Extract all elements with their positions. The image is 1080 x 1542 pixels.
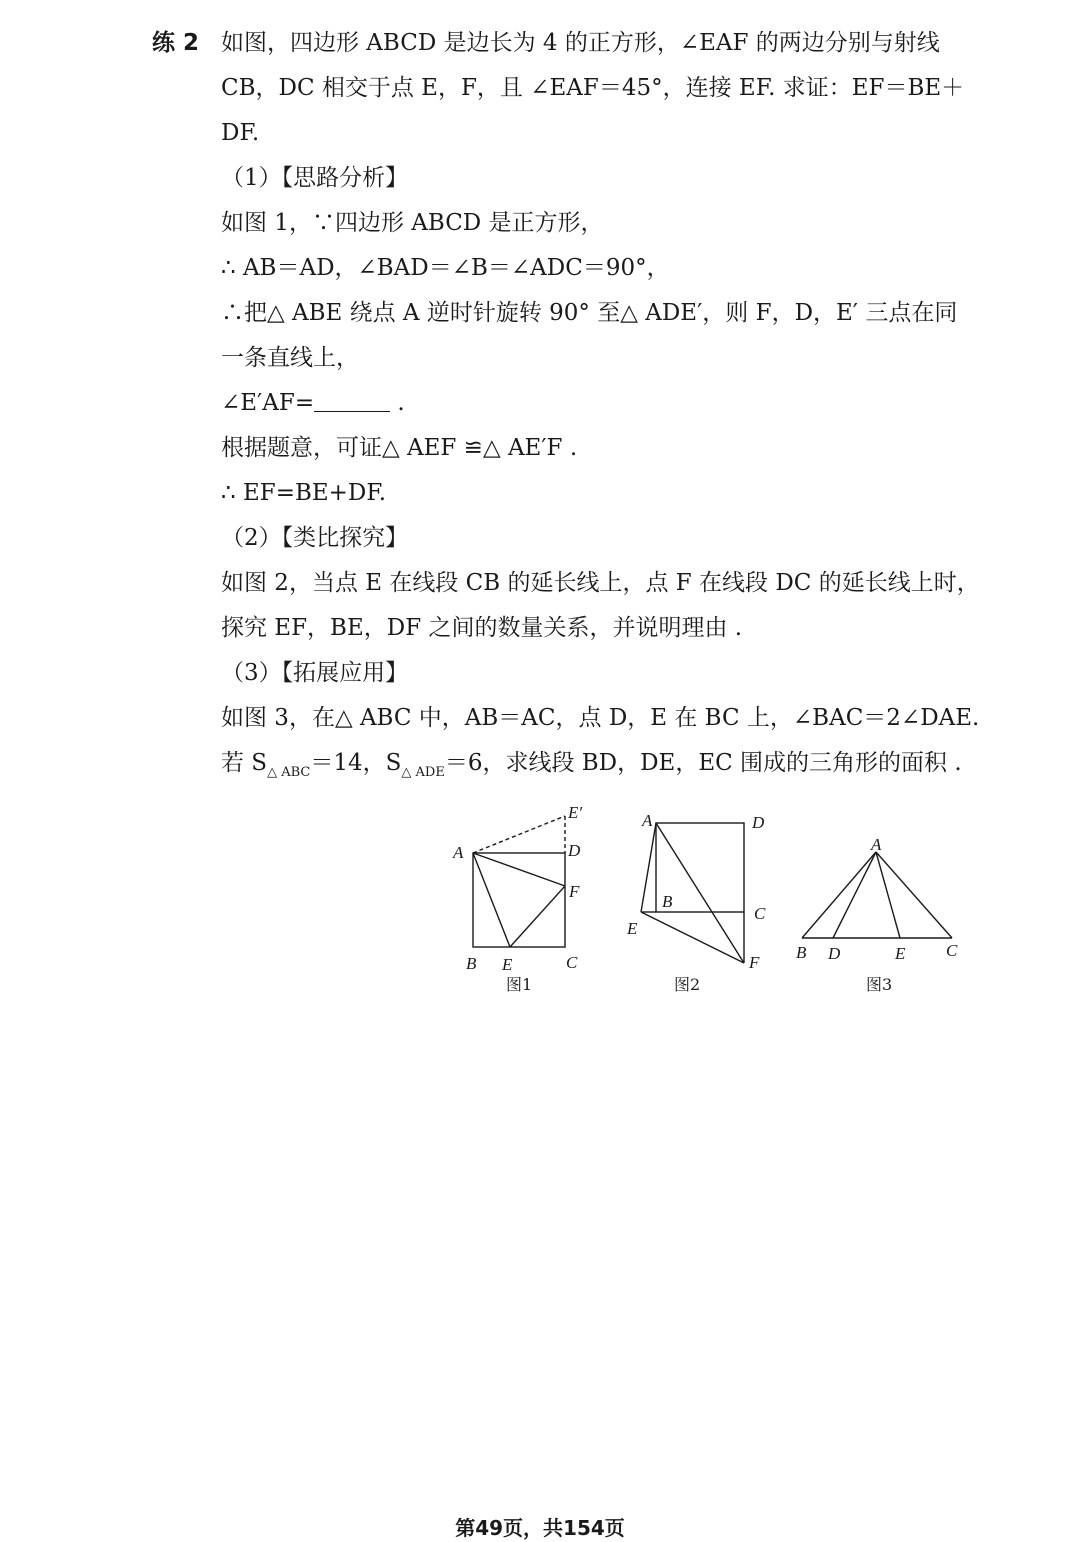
part1-line-2: ∴ AB＝AD，∠BAD＝∠B＝∠ADC＝90°， (221, 255, 670, 281)
fig1-segment-af (473, 853, 565, 886)
fig1-square (473, 853, 565, 947)
page-footer: 第49页，共154页 (455, 1516, 625, 1540)
figure-1 (473, 816, 565, 947)
fig1-label-a: A (453, 843, 464, 862)
fig1-label-b: B (466, 954, 477, 973)
problem-line-1: 如图，四边形 ABCD 是边长为 4 的正方形，∠EAF 的两边分别与射线 (221, 30, 940, 56)
part2-line-2: 探究 EF，BE，DF 之间的数量关系，并说明理由 . (221, 615, 743, 641)
part1-line-1: 如图 1，∵四边形 ABCD 是正方形， (221, 210, 604, 236)
fig1-segment-ef (510, 886, 565, 947)
answer-blank (314, 391, 390, 412)
fig2-segment-ae (641, 823, 656, 912)
fig1-label-f: F (569, 882, 580, 901)
part2-heading: （2）【类比探究】 (221, 525, 409, 551)
fig3-label-b: B (796, 943, 807, 962)
part1-line-6: 根据题意，可证△ AEF ≌△ AE′F . (221, 435, 578, 461)
fig1-segment-ae (473, 853, 510, 947)
fig2-caption: 图2 (674, 975, 701, 994)
fig2-label-c: C (754, 904, 766, 923)
fig3-label-c: C (946, 941, 958, 960)
area-s2: ＝14，S (310, 750, 402, 776)
area-s1: 若 S (221, 750, 268, 776)
area-subscript-ade: △ ADE (401, 765, 445, 780)
fig2-label-a: A (642, 811, 653, 830)
part3-line-2 (221, 748, 962, 788)
figures (440, 800, 1000, 1010)
area-rest: ＝6，求线段 BD，DE，EC 围成的三角形的面积 . (444, 750, 962, 776)
fig1-caption: 图1 (506, 975, 533, 994)
fig1-label-d: D (568, 841, 581, 860)
fig3-label-d: D (828, 944, 841, 963)
area-subscript-abc: △ ABC (267, 765, 311, 780)
part1-line-4: 一条直线上， (221, 345, 359, 371)
part1-heading: （1）【思路分析】 (221, 165, 409, 191)
figure-3 (802, 852, 952, 938)
fig3-label-a: A (871, 835, 882, 854)
fig3-caption: 图3 (866, 975, 893, 994)
fig2-label-f: F (749, 953, 760, 972)
exercise-label: 练 2 (152, 30, 200, 56)
figure-2 (641, 823, 744, 963)
fig1-label-c: C (566, 953, 578, 972)
fig1-label-e-prime: E′ (568, 803, 583, 822)
fig2-label-d: D (752, 813, 765, 832)
problem-line-2: CB，DC 相交于点 E，F，且 ∠EAF＝45°，连接 EF. 求证：EF＝BE＋ (221, 75, 965, 101)
fig1-label-e: E (502, 955, 513, 974)
fig2-label-b: B (662, 892, 673, 911)
blank-suffix: . (390, 390, 405, 416)
problem-line-3: DF. (221, 120, 260, 146)
part3-line-1: 如图 3，在△ ABC 中，AB＝AC，点 D，E 在 BC 上，∠BAC＝2∠DAE. (221, 705, 980, 731)
fig3-label-e: E (895, 944, 906, 963)
fig2-label-e: E (627, 919, 638, 938)
part1-line-3: ∴把△ ABE 绕点 A 逆时针旋转 90° 至△ ADE′，则 F，D，E′ 三点在同 (221, 300, 958, 326)
angle-label: ∠E′AF= (221, 390, 315, 416)
part1-line-7: ∴ EF=BE+DF. (221, 480, 387, 506)
part2-line-1: 如图 2，当点 E 在线段 CB 的延长线上，点 F 在线段 DC 的延长线上时， (221, 570, 980, 596)
part3-heading: （3）【拓展应用】 (221, 660, 409, 686)
part1-blank-line (221, 388, 405, 418)
fig1-segment-ae-prime (473, 816, 565, 853)
